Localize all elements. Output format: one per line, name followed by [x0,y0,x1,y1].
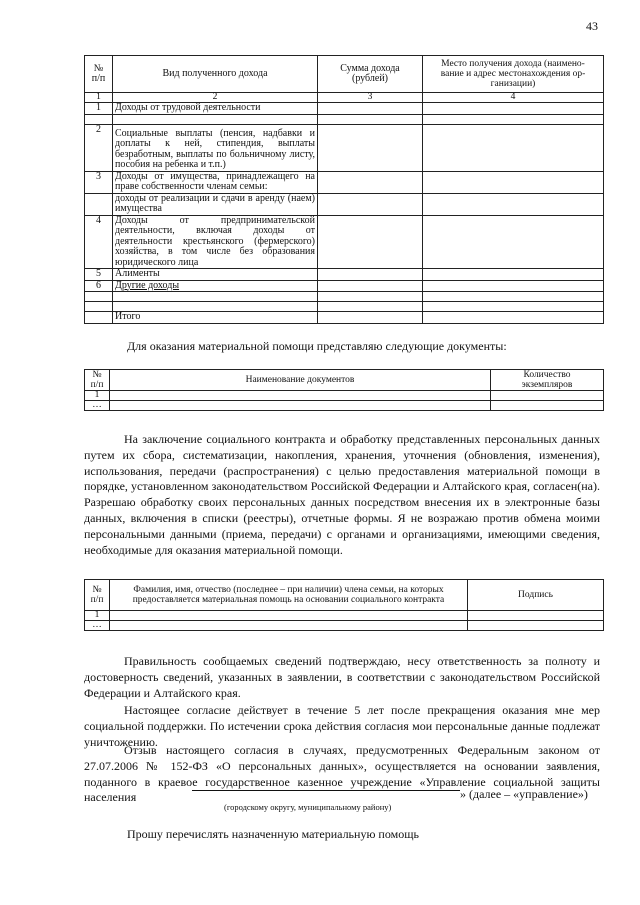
table-row [85,215,604,269]
header-num: № п/п [85,580,110,611]
income-type: Доходы от имущества, принадлежащего на праве собственности членам семьи: [113,171,318,193]
header-income-type: Вид полученного дохода [113,56,318,93]
income-type: Доходы от предпринимательской деятельности, включая доходы от деятельности крестьянского (фермерского) хозяйства, в том числе без образования юридического лица [113,215,318,269]
amount-cell[interactable] [318,124,423,171]
docs-intro: Для оказания материальной помощи представляю следующие документы: [127,339,507,353]
amount-cell[interactable] [318,215,423,269]
amount-cell[interactable] [318,280,423,292]
place-cell[interactable] [423,292,604,302]
doc-count-cell[interactable] [491,401,604,411]
place-cell[interactable] [423,103,604,115]
place-cell[interactable] [423,215,604,269]
row-num: 3 [85,171,113,193]
table-row [85,391,604,401]
header-signature: Подпись [468,580,604,611]
amount-cell[interactable] [318,114,423,124]
place-cell[interactable] [423,114,604,124]
col-number: 1 [85,93,113,103]
row-num: 2 [85,124,113,171]
table-row [85,292,604,302]
documents-table [84,369,604,411]
header-place: Место получения дохода (наимено- вание и адрес местонахождения ор- ганизации) [423,56,604,93]
page-number: 43 [586,19,598,33]
header-num: № п/п [85,56,113,93]
revocation-paragraph: Отзыв настоящего согласия в случаях, предусмотренных Федеральным законом от 27.07.2006 № 152-ФЗ «О персональных данных», осуществляется на основании заявления, поданного в краевое государственное казенное учреждение «Управление социальной защиты населения [84,743,600,805]
place-cell[interactable] [423,269,604,281]
row-num: 1 [85,103,113,115]
family-table [84,579,604,631]
col-number: 4 [423,93,604,103]
amount-cell[interactable] [318,312,423,324]
table-row [85,269,604,281]
signature-cell[interactable] [468,621,604,631]
place-cell[interactable] [423,124,604,171]
table-row [85,611,604,621]
income-type: Другие доходы [113,280,318,292]
row-num: 5 [85,269,113,281]
header-count: Количество экземпляров [491,370,604,391]
income-type: Социальные выплаты (пенсия, надбавки и доплаты к ней, стипендия, выплаты безработным, выплаты по больничному листу, пособия на ребенка и т.п.) [113,124,318,171]
doc-name-cell[interactable] [110,391,491,401]
row-num [85,193,113,215]
payment-request-line: Прошу перечислять назначенную материальную помощь [127,827,419,841]
row-num: … [85,621,110,631]
table-row [85,114,604,124]
place-cell[interactable] [423,171,604,193]
table-row [85,171,604,193]
place-cell[interactable] [423,193,604,215]
amount-cell[interactable] [318,292,423,302]
table-row [85,103,604,115]
row-num: 1 [85,391,110,401]
table-row [85,280,604,292]
consent-paragraph: На заключение социального контракта и обработку представленных персональных данных путем их сбора, систематизации, накопления, хранения, уточнения (обновления, изменения), использования, передачи (распространения) с целью предоставления материальной помощи в порядке, установленном законодательством Российской Федерации и Алтайского края, согласен(на). Разрешаю обработку своих персональных данных посредством внесения их в электронные базы данных, включения в списки (реестры), отчетные формы. Я не возражаю против обмена моими персональными данными (приема, передачи) с органами и организациями, имеющими сведения, необходимые для оказания материальной помощи. [84,432,600,557]
income-type: доходы от реализации и сдачи в аренду (наем) имущества [113,193,318,215]
income-type: Доходы от трудовой деятельности [113,103,318,115]
amount-cell[interactable] [318,269,423,281]
place-cell[interactable] [423,280,604,292]
place-cell[interactable] [423,302,604,312]
municipality-caption: (городскому округу, муниципальному району) [224,802,392,812]
table-row [85,621,604,631]
col-number: 2 [113,93,318,103]
row-num: 1 [85,611,110,621]
table-row-total [85,312,604,324]
family-member-cell[interactable] [110,621,468,631]
place-cell[interactable] [423,312,604,324]
amount-cell[interactable] [318,171,423,193]
header-family-member: Фамилия, имя, отчество (последнее – при наличии) члена семьи, на которых предоставляется материальная помощь на основании социального контракта [110,580,468,611]
header-amount: Сумма дохода (рублей) [318,56,423,93]
row-num: 4 [85,215,113,269]
income-table [84,55,604,324]
amount-cell[interactable] [318,193,423,215]
revocation-paragraph-end: » (далее – «управление») [460,787,588,801]
row-num: 6 [85,280,113,292]
header-doc-name: Наименование документов [110,370,491,391]
table-row [85,124,604,171]
col-number: 3 [318,93,423,103]
doc-name-cell[interactable] [110,401,491,411]
total-label: Итого [113,312,318,324]
doc-count-cell[interactable] [491,391,604,401]
row-num: … [85,401,110,411]
signature-cell[interactable] [468,611,604,621]
municipality-input[interactable] [192,790,460,791]
income-type: Алименты [113,269,318,281]
table-row [85,193,604,215]
table-row [85,401,604,411]
amount-cell[interactable] [318,302,423,312]
header-num: № п/п [85,370,110,391]
accuracy-paragraph: Правильность сообщаемых сведений подтверждаю, несу ответственность за полноту и достоверность сведений, указанных в заявлении, в соответствии с законодательством Российской Федерации и Алтайского края. [84,654,600,700]
table-row [85,302,604,312]
family-member-cell[interactable] [110,611,468,621]
duration-paragraph: Настоящее согласие действует в течение 5 лет после прекращения оказания мне мер социальной поддержки. По истечении срока действия согласия мои персональные данные подлежат уничтожению. [84,703,600,749]
amount-cell[interactable] [318,103,423,115]
